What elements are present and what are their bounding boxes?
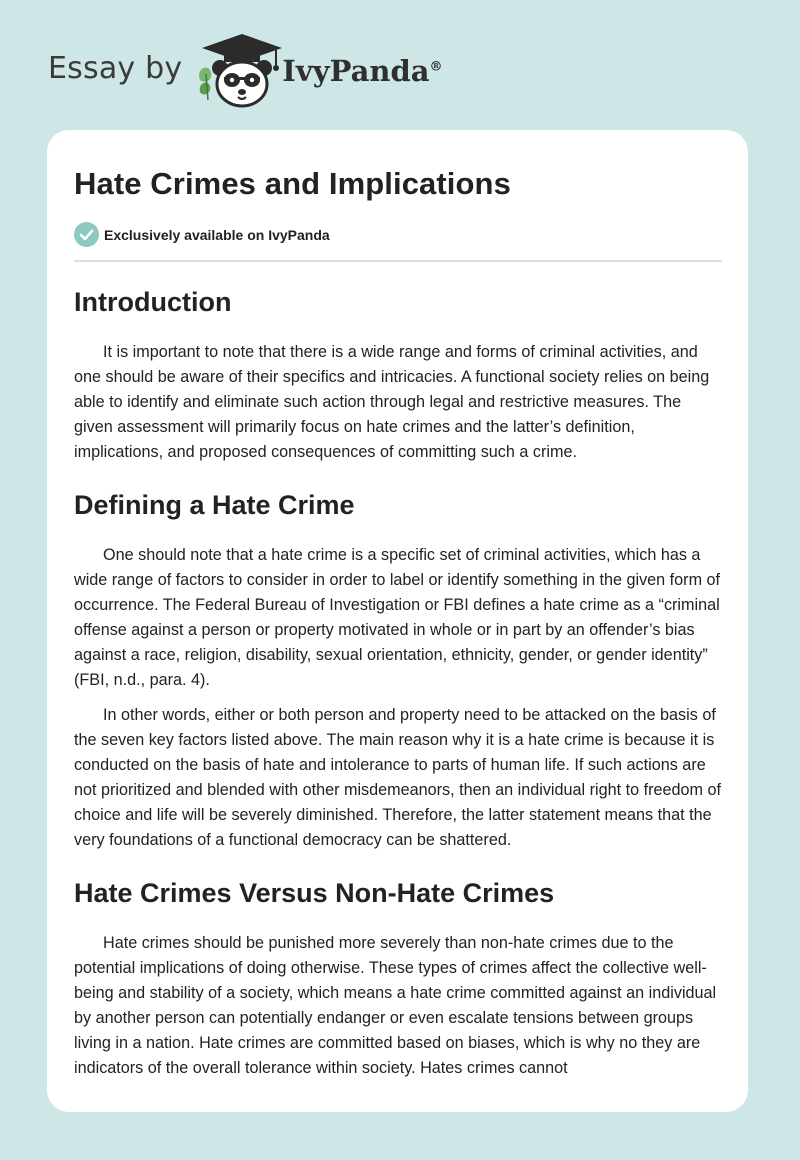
essay-by-label: Essay by <box>48 50 183 86</box>
ivypanda-brand-name[interactable]: IvyPanda® <box>282 54 443 88</box>
essay-card <box>47 130 748 1112</box>
divider <box>74 260 722 262</box>
registered-mark: ® <box>429 59 443 75</box>
paragraph: It is important to note that there is a wide range and forms of criminal activities, and one should be aware of their specifics and intricacies. A functional society relies on being able to identify and eliminate such action through legal and restrictive measures. The given assessment will primarily focus on hate crimes and the latter’s definition, implications, and proposed consequences of committing such a crime. <box>74 343 710 461</box>
exclusive-badge <box>74 222 722 247</box>
section-heading-introduction: Introduction <box>74 287 232 317</box>
check-circle-icon <box>74 222 99 247</box>
essay-title: Hate Crimes and Implications <box>74 166 511 201</box>
panda-graduate-icon[interactable] <box>194 30 290 110</box>
section-heading-versus: Hate Crimes Versus Non-Hate Crimes <box>74 878 555 908</box>
paragraph: One should note that a hate crime is a specific set of criminal activities, which has a wide range of factors to consider in order to label or identify something in the given form of occurrence. The Federal Bureau of Investigation or FBI defines a hate crime as a “criminal offense against a person or property motivated in whole or in part by an offender’s bias against a race, religion, disability, sexual orientation, ethnicity, gender, or gender identity” (FBI, n.d., para. 4). <box>74 546 721 689</box>
section-heading-defining: Defining a Hate Crime <box>74 490 355 520</box>
paragraph: In other words, either or both person and property need to be attacked on the basis of the seven key factors listed above. The main reason why it is a hate crime is because it is conducted on the basis of hate and intolerance to parts of human life. If such actions are not prioritized and blended with other misdemeanors, then an individual right to freedom of choice and life will be severely diminished. Therefore, the latter statement means that the very foundations of a functional democracy can be shattered. <box>74 706 721 849</box>
site-header <box>48 30 443 110</box>
paragraph: Hate crimes should be punished more severely than non-hate crimes due to the potential implications of doing otherwise. These types of crimes affect the collective well-being and stability of a society, which means a hate crime committed against an individual by another person can potentially endanger or even escalate tensions between groups living in a nation. Hate crimes are committed based on biases, which is why no they are indicators of the overall tolerance within society. Hates crimes cannot <box>74 934 717 1077</box>
exclusive-badge-label: Exclusively available on IvyPanda <box>104 226 330 243</box>
